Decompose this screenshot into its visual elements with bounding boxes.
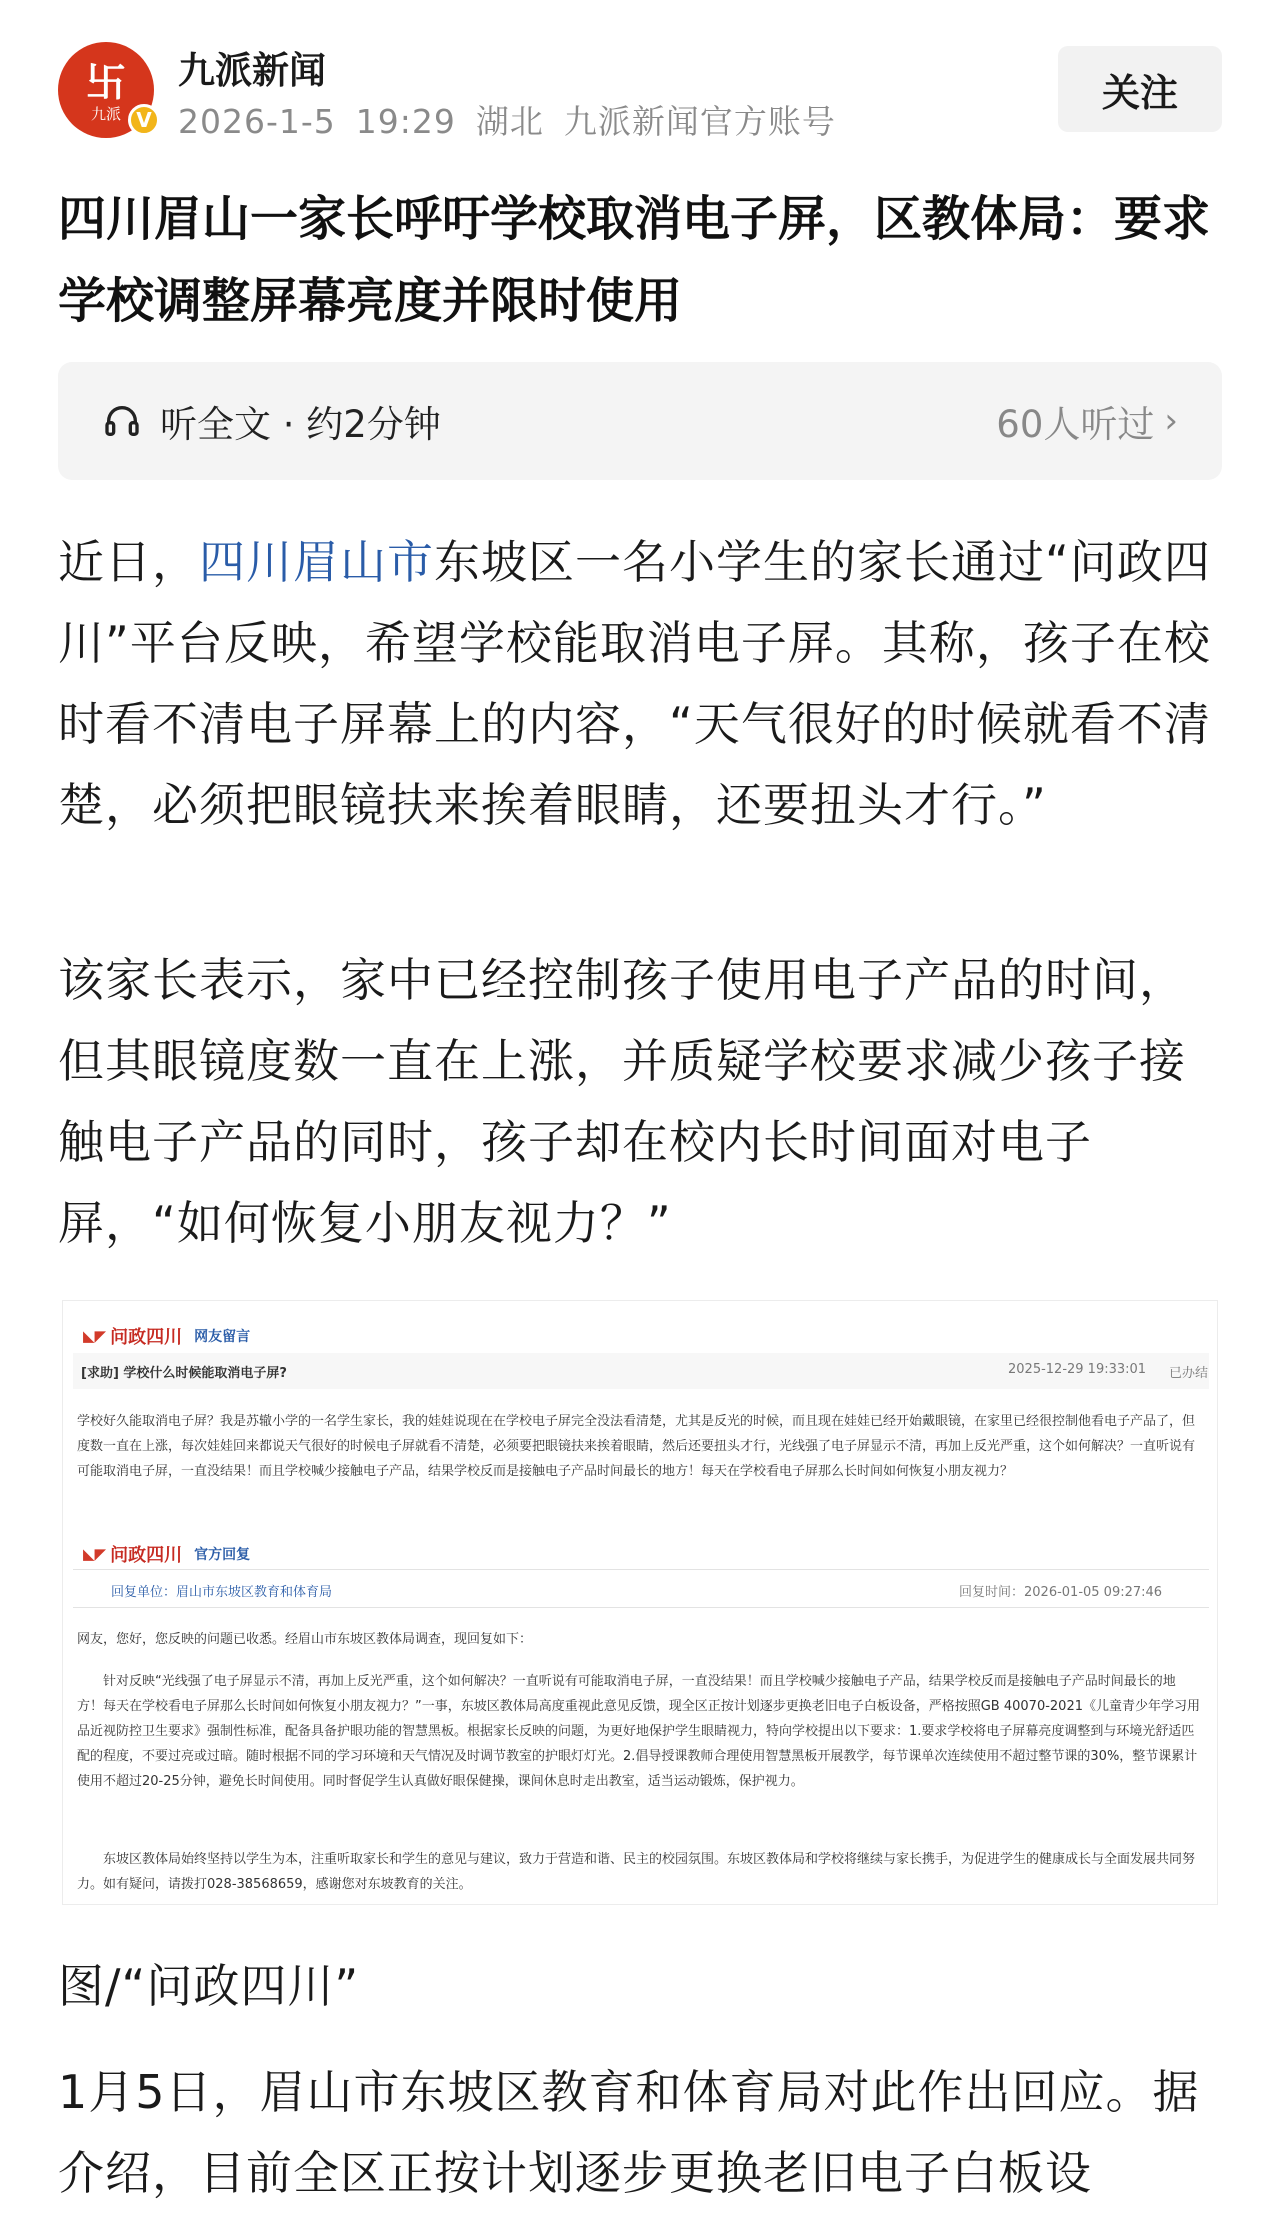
reply-greeting: 网友，您好，您反映的问题已收悉。经眉山市东坡区教体局调查，现回复如下：: [77, 1632, 533, 1647]
wenzheng-logo-2: [83, 1541, 250, 1567]
location-link[interactable]: 四川眉山市: [199, 535, 434, 589]
verified-badge-icon: V: [128, 104, 160, 136]
question-status: 已办结: [1169, 1366, 1209, 1381]
article-paragraph-3: 1月5日，眉山市东坡区教育和体育局对此作出回应。据介绍，目前全区正按计划逐步更换老旧电子白板设: [58, 2065, 1200, 2200]
para1-pre: 近日，: [58, 535, 199, 589]
embedded-screenshot[interactable]: [62, 1300, 1218, 1905]
follow-button[interactable]: 关注: [1058, 46, 1222, 132]
divider: [73, 1607, 1209, 1608]
source-meta: [178, 96, 856, 143]
reply-unit: 回复单位：眉山市东坡区教育和体育局: [111, 1585, 333, 1600]
reply-body-2: 东坡区教体局始终坚持以学生为本，注重听取家长和学生的意见与建议，致力于营造和谐、民主的校园氛围。东坡区教体局和学校将继续与家长携手，为促进学生的健康成长与全面发展共同努力。如有疑问，请拨打028-38568659，感谢您对东坡教育的关注。: [77, 1852, 1196, 1892]
wenzheng-logo: [83, 1323, 250, 1349]
source-name[interactable]: 九派新闻: [178, 49, 326, 92]
wenzheng-mark-icon: ◣◤: [83, 1545, 107, 1563]
section-label-message: 网友留言: [194, 1329, 251, 1345]
publish-location: 湖北: [475, 102, 544, 141]
divider: [73, 1569, 1209, 1570]
publish-date: 2026-1-5: [178, 102, 336, 141]
logo-text-1: 问政四川: [110, 1327, 183, 1348]
publish-time: 19:29: [355, 102, 456, 141]
image-caption: 图/“问政四川”: [58, 1959, 360, 2013]
question-time: 2025-12-29 19:33:01: [1008, 1362, 1147, 1377]
section-label-reply: 官方回复: [194, 1547, 251, 1563]
account-type: 九派新闻官方账号: [563, 102, 836, 141]
jiupai-logo-icon: 卐: [86, 60, 126, 106]
reply-body-1: 针对反映“光线强了电子屏显示不清，再加上反光严重，这个如何解决？一直听说有可能取消电子屏，一直没结果！而且学校喊少接触电子产品，结果学校反而是接触电子产品时间最长的地方！每天在学校看电子屏那么长时间如何恢复小朋友视力？”一事，东坡区教体局高度重视此意见反馈，现全区正按计划逐步更换老旧电子白板设备，严格按照GB 40070-2021《儿童青少年学习用品近视防控卫生要求》强制性标准，配备具备护眼功能的智慧黑板。根据家长反映的问题，为更好地保护学生眼睛视力，特向学校提出以下要求：1.要求学校将电子屏幕亮度调整到与环境光舒适匹配的程度，不要过亮或过暗。随时根据不同的学习环境和天气情况及时调节教室的护眼灯灯光。2.倡导授课教师合理使用智慧黑板开展教学，每节课单次连续使用不超过整节课的30%，整节课累计使用不超过20-25分钟，避免长时间使用。同时督促学生认真做好眼保健操，课间休息时走出教室，适当运动锻炼，保护视力。: [77, 1674, 1200, 1789]
article-header: [0, 0, 1280, 160]
logo-text-2: 问政四川: [110, 1545, 183, 1566]
listen-label: 听全文 · 约2分钟: [160, 403, 441, 446]
chevron-right-icon: ›: [1164, 401, 1178, 441]
headphones-icon: [102, 401, 142, 441]
reply-time: 回复时间：2026-01-05 09:27:46: [959, 1585, 1163, 1600]
question-title: [求助] 学校什么时候能取消电子屏?: [81, 1366, 287, 1381]
listen-count-text: 60人听过: [996, 403, 1155, 446]
avatar-text: 九派: [90, 105, 121, 123]
para1-post: 东坡区一名小学生的家长通过“问政四川”平台反映，希望学校能取消电子屏。其称，孩子在校时看不清电子屏幕上的内容，“天气很好的时候就看不清楚，必须把眼镜扶来挨着眼睛，还要扭头才行。”: [58, 535, 1211, 832]
listen-full-text-bar[interactable]: [58, 362, 1222, 480]
listen-count: [996, 394, 1178, 448]
wenzheng-mark-icon: ◣◤: [83, 1327, 107, 1345]
question-body: 学校好久能取消电子屏？我是苏辙小学的一名学生家长，我的娃娃说现在在学校电子屏完全没法看清楚，尤其是反光的时候，而且现在娃娃已经开始戴眼镜，在家里已经很控制他看电子产品了，但度数一直在上涨，每次娃娃回来都说天气很好的时候电子屏就看不清楚，必须要把眼镜扶来挨着眼睛，然后还要扭头才行，光线强了电子屏显示不清，再加上反光严重，这个如何解决？一直听说有可能取消电子屏，一直没结果！而且学校喊少接触电子产品，结果学校反而是接触电子产品时间最长的地方！每天在学校看电子屏那么长时间如何恢复小朋友视力？: [77, 1414, 1196, 1479]
article-paragraph-2: 该家长表示，家中已经控制孩子使用电子产品的时间，但其眼镜度数一直在上涨，并质疑学校要求减少孩子接触电子产品的同时，孩子却在校内长时间面对电子屏，“如何恢复小朋友视力？”: [58, 953, 1186, 1250]
article-title: 四川眉山一家长呼吁学校取消电子屏，区教体局：要求学校调整屏幕亮度并限时使用: [58, 191, 1211, 329]
article-paragraph-1: [58, 522, 1222, 846]
